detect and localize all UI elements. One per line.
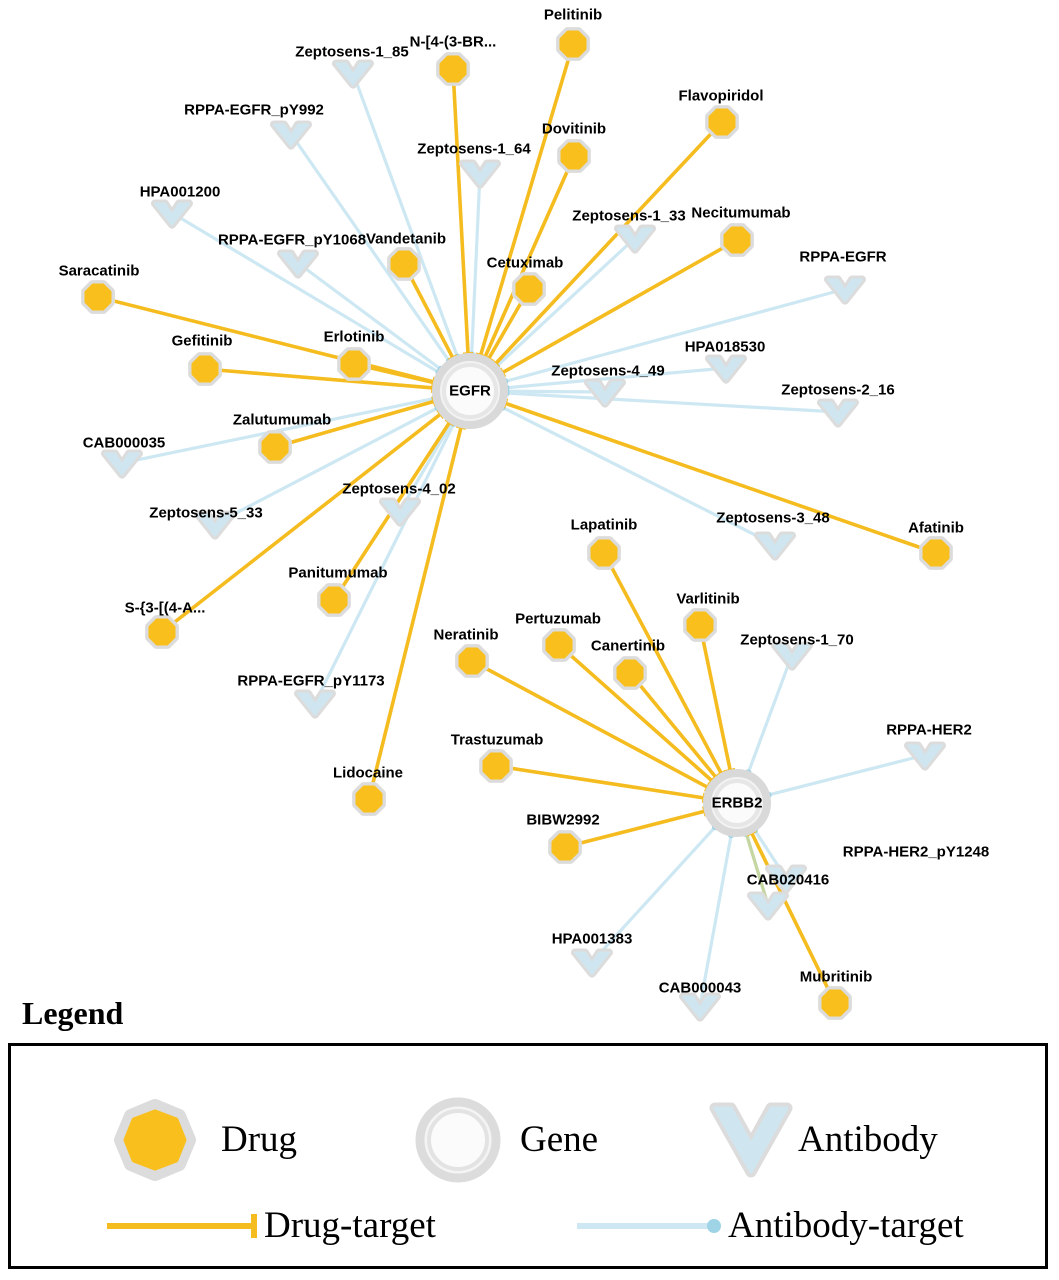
antibody-label: RPPA-EGFR — [799, 248, 887, 266]
antibody-node[interactable] — [336, 63, 370, 84]
antibody-label: Zeptosens-4_02 — [342, 480, 456, 498]
antibody-target-edge — [472, 173, 480, 355]
antibody-label: CAB000035 — [82, 434, 166, 452]
drug-target-edge — [453, 69, 468, 354]
drug-node[interactable] — [724, 227, 750, 253]
antibody-label: RPPA-EGFR_pY992 — [184, 101, 324, 119]
drug-node[interactable] — [687, 612, 713, 638]
antibody-target-edge — [315, 423, 454, 703]
drug-node[interactable] — [262, 434, 288, 460]
drug-target-edge — [630, 673, 716, 778]
legend-title: Legend — [22, 995, 124, 1031]
legend-antibody-label: Antibody — [798, 1119, 938, 1160]
drug-node[interactable] — [321, 587, 347, 613]
drug-node[interactable] — [546, 632, 572, 658]
drug-label: Varlitinib — [676, 590, 740, 608]
drug-node[interactable] — [617, 660, 643, 686]
antibody-label: Zeptosens-1_85 — [295, 43, 409, 61]
antibody-label: CAB020416 — [746, 871, 830, 889]
antibody-node[interactable] — [463, 163, 497, 184]
antibody-label: HPA001383 — [551, 930, 633, 948]
antibody-node[interactable] — [575, 952, 609, 973]
drug-label: Pertuzumab — [515, 610, 601, 628]
drug-label: Afatinib — [908, 519, 964, 537]
antibody-node[interactable] — [274, 124, 308, 145]
drug-node[interactable] — [560, 31, 586, 57]
drug-label: Flavopiridol — [678, 87, 764, 105]
drug-label: Neratinib — [433, 626, 499, 644]
drug-node[interactable] — [192, 356, 218, 382]
legend-antibody-target-label: Antibody-target — [728, 1205, 964, 1246]
antibody-label: Zeptosens-3_48 — [716, 509, 830, 527]
drug-node[interactable] — [356, 786, 382, 812]
antibody-node[interactable] — [709, 358, 743, 379]
drug-label: Lidocaine — [332, 764, 404, 782]
antibody-node[interactable] — [908, 745, 942, 766]
antibody-label: Zeptosens-1_64 — [417, 140, 531, 158]
drug-label: Necitumumab — [691, 204, 791, 222]
drug-node[interactable] — [391, 251, 417, 277]
antibody-label: Zeptosens-1_70 — [740, 631, 854, 649]
drug-label: N-[4-(3-BR... — [409, 33, 497, 51]
drug-node[interactable] — [85, 284, 111, 310]
antibody-label: Zeptosens-5_33 — [149, 504, 263, 522]
drug-label: S-{3-[(4-A... — [124, 599, 206, 617]
drug-target-edge — [505, 403, 936, 553]
drug-node[interactable] — [440, 56, 466, 82]
drug-label: Saracatinib — [58, 262, 140, 280]
drug-node[interactable] — [923, 540, 949, 566]
drug-node[interactable] — [822, 990, 848, 1016]
drug-label: Erlotinib — [323, 328, 385, 346]
legend-drug-icon — [121, 1106, 189, 1174]
antibody-node[interactable] — [758, 535, 792, 556]
antibody-label: RPPA-HER2 — [886, 721, 972, 739]
legend-drug-target-label: Drug-target — [264, 1205, 436, 1246]
drug-label: Pelitinib — [543, 6, 603, 24]
gene-label: ERBB2 — [711, 794, 763, 812]
antibody-label: RPPA-EGFR_pY1173 — [237, 672, 385, 690]
drug-label: Trastuzumab — [450, 731, 544, 749]
drug-node[interactable] — [149, 619, 175, 645]
legend-antibody-icon — [715, 1108, 787, 1172]
antibody-label: HPA018530 — [684, 338, 766, 356]
antibody-label: RPPA-EGFR_pY1068 — [217, 231, 367, 249]
antibody-node[interactable] — [105, 453, 139, 474]
drug-node[interactable] — [516, 276, 542, 302]
antibody-label: RPPA-HER2_pY1248 — [842, 843, 990, 861]
drug-node[interactable] — [552, 834, 578, 860]
drug-node[interactable] — [709, 109, 735, 135]
drug-label: Mubritinib — [799, 968, 873, 986]
drug-node[interactable] — [459, 648, 485, 674]
drug-label: Panitumumab — [288, 564, 388, 582]
drug-target-edge — [700, 625, 730, 771]
drug-label: BIBW2992 — [526, 811, 600, 829]
gene-label: EGFR — [449, 382, 491, 400]
antibody-label: CAB000043 — [658, 979, 742, 997]
antibody-node[interactable] — [821, 402, 855, 423]
antibody-label: Zeptosens-2_16 — [781, 381, 895, 399]
legend-gene-label: Gene — [520, 1119, 599, 1160]
drug-label: Lapatinib — [570, 516, 638, 534]
legend-antibody-target-edge — [577, 1219, 721, 1233]
drug-target-edge — [495, 122, 722, 364]
antibody-label: Zeptosens-4_49 — [551, 362, 665, 380]
antibody-target-edge — [768, 755, 925, 795]
drug-label: Vandetanib — [365, 230, 447, 248]
legend-drug-target-edge — [107, 1214, 254, 1238]
antibody-label: Zeptosens-1_33 — [572, 207, 686, 225]
antibody-label: HPA001200 — [139, 183, 221, 201]
drug-label: Zalutumumab — [232, 411, 332, 429]
antibody-node[interactable] — [828, 279, 862, 300]
drug-label: Gefitinib — [171, 332, 233, 350]
drug-node[interactable] — [591, 540, 617, 566]
drug-label: Dovitinib — [541, 120, 607, 138]
drug-label: Canertinib — [590, 637, 666, 655]
drug-node[interactable] — [483, 753, 509, 779]
antibody-node[interactable] — [751, 895, 785, 916]
drug-node[interactable] — [341, 351, 367, 377]
antibody-target-edge — [748, 655, 792, 773]
legend-box — [8, 1043, 1048, 1269]
antibody-node[interactable] — [298, 693, 332, 714]
antibody-node[interactable] — [775, 645, 809, 666]
drug-label: Cetuximab — [486, 254, 564, 272]
drug-node[interactable] — [561, 143, 587, 169]
legend-drug-label: Drug — [221, 1119, 298, 1160]
antibody-node[interactable] — [618, 228, 652, 249]
legend-gene-icon — [420, 1102, 496, 1178]
